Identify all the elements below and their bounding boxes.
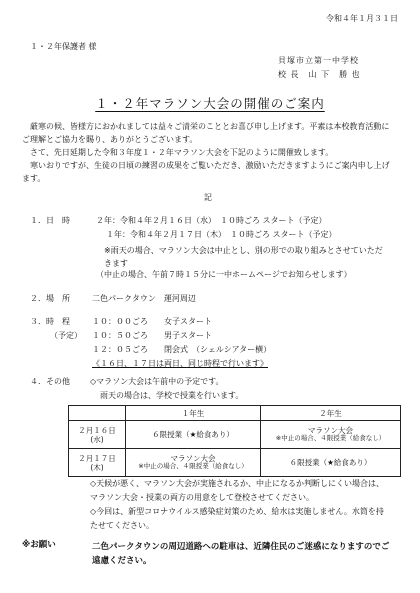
section-date-label: １．日 時 [30,216,70,225]
dow-label: (水) [90,434,104,444]
request-label: ※お願い [22,540,56,550]
day-cell [69,421,126,449]
document-date: 令和４年１月３１日 [326,14,398,23]
schedule-item: １０：００ごろ 女子スタート [92,317,212,326]
year1-main: ６限授業（★給食あり） [152,430,234,439]
dow-label: (木) [90,462,104,472]
addressee: １・２年保護者 様 [30,42,97,51]
body-paragraph: さて、先日延期した令和３年度１・２年マラソン大会を下記のように開催致します。 [30,148,334,157]
day-label: ２月１７日 [78,453,116,463]
page-title: １・２年マラソン大会の開催のご案内 [95,96,325,111]
section-place-value: 二色パークタウン 運河周辺 [92,294,196,303]
section-date-line1: ２年：令和４年２月１６日（水） １０時ごろ スタート（予定） [96,216,327,225]
table-header-cell [69,406,126,421]
rain-note: ※雨天の場合、マラソン大会は中止とし、別の形での取り組みとさせていただきます [104,246,383,268]
day-label: ２月１６日 [78,425,116,435]
year2-cell [261,449,401,477]
body-paragraph: 厳寒の候、皆様方におかれましては益々ご清栄のこととお喜び申し上げます。平素は本校教育活動にご理解とご協力を賜り、ありがとうございます。 [22,122,390,144]
sender-principal: 校 長 山 下 勝 也 [278,70,361,79]
section-time-label: ３．時 程 [30,317,70,326]
year2-main: マラソン大会 [308,426,353,436]
day-cell [69,449,126,477]
year2-cell [261,421,401,449]
table-header-cell: ２年生 [261,406,401,421]
table-row [69,449,401,477]
schedule-item: １０：５０ごろ 男子スタート [92,331,212,340]
other-line2: 雨天の場合は、学校で授業を行います。 [100,391,244,400]
schedule-table [68,405,401,477]
weather-note: ◇天候が悪く、マラソン大会が実施されるか、中止になるか判断しにくい場合は、マラソン大会・授業の両方の用意をして登校させてください。 [90,479,384,502]
year1-cell [126,421,261,449]
section-date-line2: １年：令和４年２月１７日（木） １０時ごろ スタート（予定） [106,230,337,239]
schedule-note: 《１６日、１７日は両日、同じ時程で行います》 [92,359,268,368]
water-note: ◇今回は、新型コロナウイルス感染症対策のため、給水は実施しません。水筒を持たせてください。 [90,507,384,530]
sender-school: 貝塚市立第一中学校 [278,56,359,65]
table-header-cell: １年生 [126,406,261,421]
year2-main: ６限授業（★給食あり） [289,458,372,467]
section-other-label: ４．その他 [30,377,70,386]
schedule-item: １２：０５ごろ 閉会式 （シェルシアター横） [92,345,272,354]
year1-note: ※中止の場合、４限授業（給食なし） [138,462,248,471]
year2-note: ※中止の場合、４限授業（給食なし） [275,434,386,443]
table-row [69,421,401,449]
body-paragraph: 寒いおりですが、生徒の日頃の練習の成果をご覧いただき、激励いただきますようにご案内申し上げます。 [22,161,390,183]
request-text: 二色パークタウンの周辺道路への駐車は、近隣住民のご迷惑になりますのでご遠慮ください。 [92,542,390,566]
year1-cell [126,449,261,477]
cancel-notice: （中止の場合、午前７時１５分に一中ホームページでお知らせします） [96,270,352,279]
table-header-row [69,406,401,421]
ki-heading: 記 [204,193,212,202]
section-time-sublabel: （予定） [50,331,82,340]
year1-main: マラソン大会 [170,454,216,464]
greeting-body [22,120,394,185]
other-line1: ◇マラソン大会は午前中の予定です。 [90,377,224,386]
section-place-label: ２．場 所 [30,294,70,303]
